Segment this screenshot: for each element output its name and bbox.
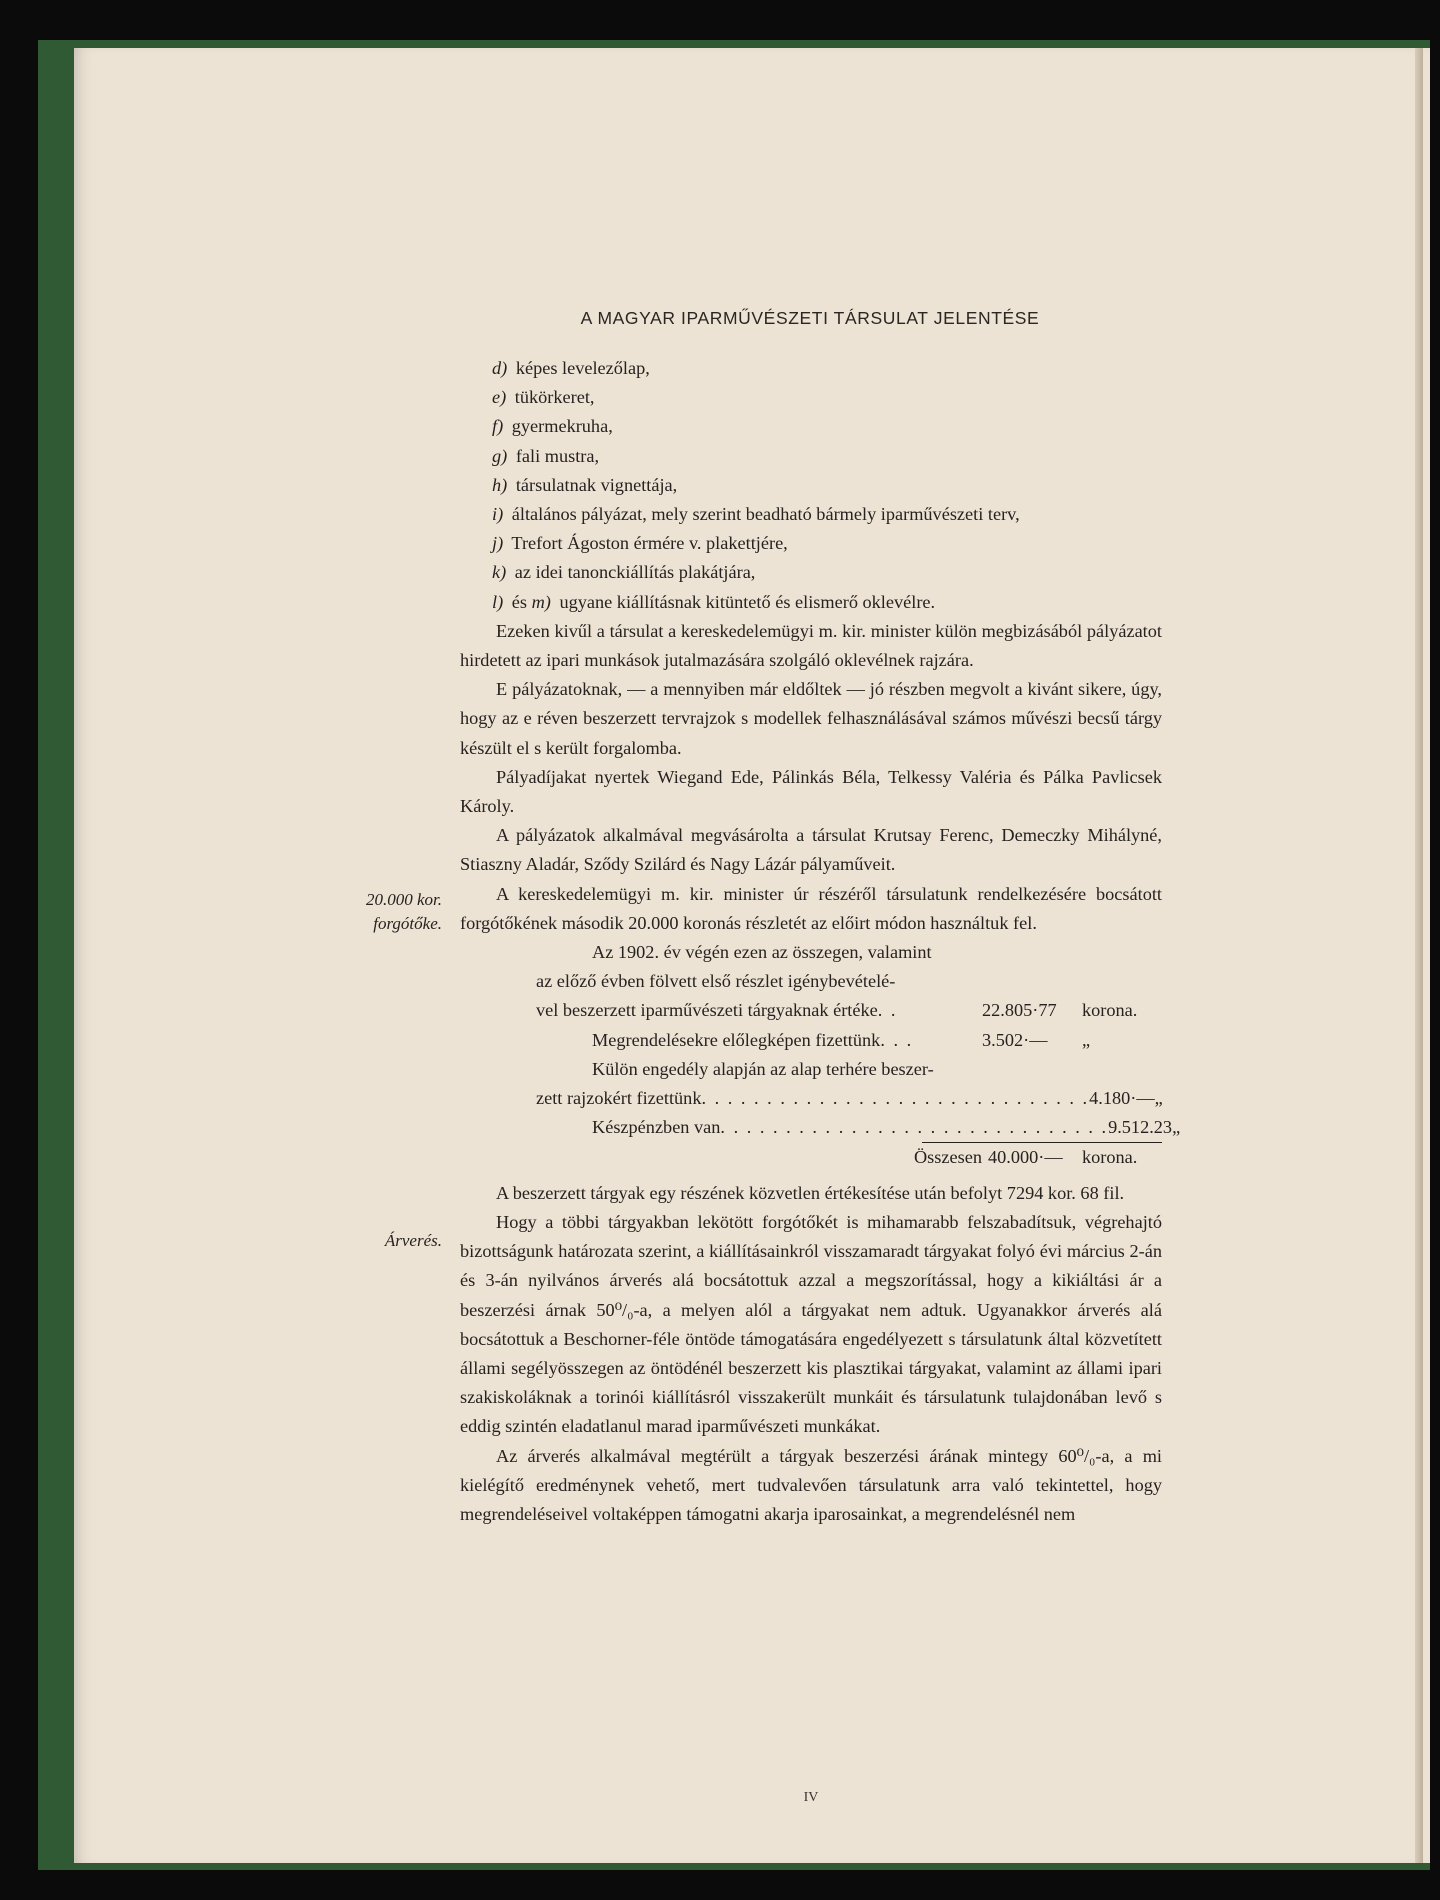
margin-note-forgotoke bbox=[332, 888, 442, 936]
margin-note-arveres: Árverés. bbox=[384, 1231, 442, 1250]
summary-row-label: Készpénzben van bbox=[592, 1117, 721, 1138]
summary-row-value: 22.805·77 bbox=[982, 1000, 1057, 1021]
list-marker: k) bbox=[492, 562, 507, 583]
list-text: ugyane kiállításnak kitüntető és elismerő oklevélre. bbox=[559, 591, 936, 612]
leader-dots: . . . . . . . . . . . . . . . . . . . . . . . . . . . . . . bbox=[720, 1117, 1109, 1138]
summary-line: az előző évben fölvett első részlet igénybevételé- bbox=[536, 971, 896, 992]
list-text: az idei tanonckiállítás plakátjára, bbox=[514, 562, 756, 583]
summary-row-unit: korona. bbox=[1082, 1000, 1138, 1021]
summary-row bbox=[460, 996, 1162, 1025]
paragraph: E pályázatoknak, — a mennyiben már eldőltek — jó részben megvolt a kivánt sikere, úgy, hogy az e réven beszerzett tervrajzok s modellek felhasználásával számos művészi becsű tárgy készült el s került forgalomba. bbox=[460, 679, 1162, 758]
summary-total-unit: korona. bbox=[1082, 1147, 1138, 1168]
paragraph: Ezeken kivűl a társulat a kereskedelemügyi m. kir. minister külön megbizásából pályázatot hirdetett az ipari munkások jutalmazására szolgáló oklevélnek rajzára. bbox=[460, 620, 1162, 671]
summary-line: Az 1902. év végén ezen az összegen, valamint bbox=[592, 942, 932, 963]
list-item bbox=[460, 588, 1162, 617]
margin-note-line: 20.000 kor. bbox=[365, 890, 442, 909]
paragraph: Hogy a többi tárgyakban lekötött forgótőkét is mihamarabb felszabadítsuk, végrehajtó bizottságunk határozata szerint, a kiállításainkról visszamaradt tárgyakat folyó évi március 2-án és 3-án nyilvános árverés alá bocsátottuk azzal a megszorítással, hogy a kikiáltási ár a beszerzési árnak 50⁰/₀-a, a melyen alól a tárgyakat nem adtuk. Ugyanakkor árverés alá bocsátottuk a Beschorner-féle öntöde támogatására engedélyezett s társulatunk által közvetített állami segélyösszegen az öntödénél beszerzett kis plasztikai tárgyakat, valamint az állami ipari szakiskoláknak a torinói kiállításról visszakerült munkáit és társulatunk tulajdonában levő s eddig szintén eladatlanul marad iparművészeti munkákat. bbox=[460, 1211, 1162, 1437]
margin-note-line: forgótőke. bbox=[373, 914, 442, 933]
summary-row-unit: „ bbox=[1154, 1088, 1163, 1109]
main-text bbox=[460, 354, 1181, 1529]
leader-dots: . . . . . . . . . . . . . . . . . . . . . . . . . . . . . . bbox=[701, 1088, 1090, 1109]
leader-dots: . . . bbox=[880, 1029, 914, 1050]
paragraph: Pályadíjakat nyertek Wiegand Ede, Pálinkás Béla, Telkessy Valéria és Pálka Pavlicsek Károly. bbox=[460, 766, 1162, 817]
list-item bbox=[460, 529, 1162, 558]
summary-row-unit: „ bbox=[1082, 1029, 1091, 1050]
paragraph: A pályázatok alkalmával megvásárolta a társulat Krutsay Ferenc, Demeczky Mihályné, Stiaszny Aladár, Sződy Szilárd és Nagy Lázár pályaműveit. bbox=[460, 825, 1162, 875]
list-marker: j) bbox=[492, 533, 504, 554]
summary-row-value: 3.502·— bbox=[982, 1029, 1048, 1050]
list-marker: f) bbox=[492, 416, 504, 437]
running-head: A MAGYAR IPARMŰVÉSZETI TÁRSULAT JELENTÉSE bbox=[580, 308, 1040, 328]
paragraph: A kereskedelemügyi m. kir. minister úr részéről társulatunk rendelkezésére bocsátott forgótőkének második 20.000 koronás részletét az előirt módon használtuk fel. bbox=[460, 883, 1162, 933]
list-marker: i) bbox=[492, 504, 504, 525]
summary-row bbox=[460, 1026, 1162, 1055]
list-text: és bbox=[511, 591, 527, 612]
list-marker: g) bbox=[492, 445, 508, 466]
summary-total bbox=[460, 1143, 1162, 1172]
list-text: Trefort Ágoston érmére v. plakettjére, bbox=[511, 533, 788, 554]
summary-row-label: Megrendelésekre előlegképen fizettünk bbox=[592, 1029, 881, 1050]
summary-row-unit: „ bbox=[1172, 1117, 1181, 1138]
financial-summary bbox=[460, 938, 1181, 1173]
paragraph: A beszerzett tárgyak egy részének közvetlen értékesítése után befolyt 7294 kor. 68 fil. bbox=[496, 1182, 1125, 1203]
paragraph: Az árverés alkalmával megtérült a tárgyak beszerzési árának mintegy 60⁰/₀-a, a mi kielégítő eredménynek vehető, mert tudvalevően társulatunk arra való tekintettel, hogy megrendeléseivel voltaképpen támogatni akarja iparosainkat, a megrendelésnél nem bbox=[460, 1445, 1162, 1524]
summary-total-label: Összesen bbox=[913, 1147, 982, 1168]
summary-row bbox=[460, 1113, 1181, 1142]
list-text: gyermekruha, bbox=[511, 416, 613, 437]
list-item bbox=[460, 442, 1162, 471]
list-item bbox=[460, 354, 1162, 383]
summary-line: Külön engedély alapján az alap terhére beszer- bbox=[592, 1058, 934, 1079]
list-text: általános pályázat, mely szerint beadható bármely iparművészeti terv, bbox=[511, 504, 1020, 525]
list-marker: l) bbox=[492, 591, 504, 612]
list-text: fali mustra, bbox=[515, 445, 600, 466]
summary-row-label: vel beszerzett iparművészeti tárgyaknak értéke bbox=[536, 1000, 878, 1021]
summary-row bbox=[460, 1084, 1162, 1113]
list-text: társulatnak vignettája, bbox=[515, 474, 678, 495]
summary-row-value: 9.512.23 bbox=[1108, 1117, 1173, 1138]
summary-row-value: 4.180·— bbox=[1089, 1088, 1155, 1109]
list-text: tükörkeret, bbox=[514, 387, 595, 408]
page-edge bbox=[1415, 48, 1423, 1863]
page-number: IV bbox=[803, 1790, 819, 1805]
list-marker: d) bbox=[492, 358, 508, 378]
summary-row-label: zett rajzokért fizettünk bbox=[536, 1088, 702, 1109]
list-marker: m) bbox=[531, 591, 551, 612]
list-marker: h) bbox=[492, 474, 508, 495]
leader-dots: . . bbox=[877, 1000, 898, 1021]
summary-total-value: 40.000·— bbox=[988, 1147, 1063, 1168]
list-marker: e) bbox=[492, 387, 507, 408]
list-item bbox=[460, 558, 1162, 587]
list-item bbox=[460, 412, 1162, 441]
list-item bbox=[460, 500, 1162, 529]
list-text: képes levelezőlap, bbox=[515, 358, 650, 378]
list-item bbox=[460, 383, 1162, 412]
list-item bbox=[460, 471, 1162, 500]
